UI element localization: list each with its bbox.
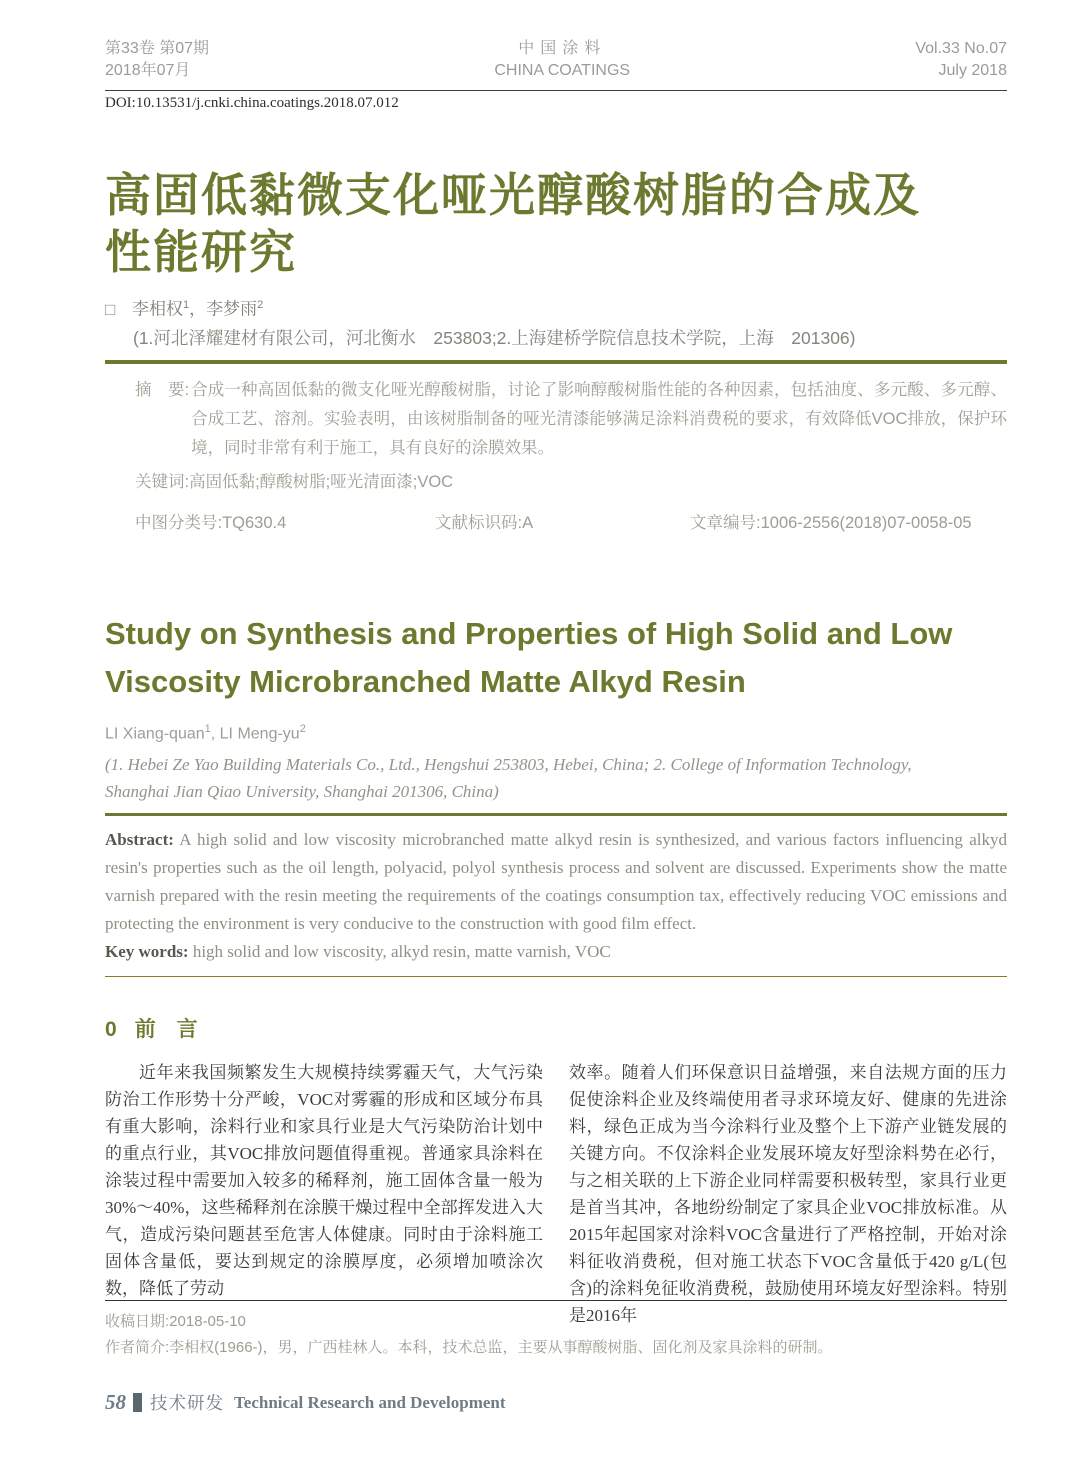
journal-issue-cn-line2: 2018年07月: [105, 62, 191, 79]
article-title-en-line1: Study on Synthesis and Properties of High Solid and Low: [105, 615, 953, 651]
footnote-block: [105, 1300, 1007, 1361]
journal-issue-cn-line1: 第33卷 第07期: [105, 40, 210, 57]
abstract-en-text: A high solid and low viscosity microbranched matte alkyd resin is synthesized, and various factors influencing alkyd resin's properties such as the oil length, polyacid, polyol synthesis process and solvent are discussed. Experiments show the matte varnish prepared with the resin meeting the requirements of the coatings consumption tax, effectively reducing VOC emissions and protecting the environment is very conducive to the construction with good film effect.: [105, 829, 1007, 933]
journal-name-cn: 中国涂料: [518, 40, 607, 57]
page-footer: [105, 1390, 506, 1415]
journal-volume-en: [915, 38, 1007, 82]
journal-name-en: CHINA COATINGS: [494, 62, 631, 79]
page-number: 58: [105, 1390, 126, 1414]
affiliation-en-line1: (1. Hebei Ze Yao Building Materials Co., Ltd., Hengshui 253803, Hebei, China; 2. College of Information Technology,: [105, 754, 912, 774]
article-title-cn-line1: 高固低黏微支化哑光醇酸树脂的合成及: [105, 169, 921, 221]
journal-name: [494, 38, 630, 82]
author-en-2: LI Meng-yu: [219, 724, 300, 742]
footer-bar-icon: [133, 1393, 142, 1412]
section-heading: [105, 1017, 1007, 1043]
author-cn-2-sup: 2: [257, 299, 264, 311]
author-cn-1-sup: 1: [183, 299, 190, 311]
abstract-en-label: Abstract:: [105, 829, 174, 849]
journal-issue-cn: [105, 38, 209, 82]
author-line-cn: [105, 293, 1007, 322]
classification-row: [135, 509, 1007, 538]
article-title-en-line2: Viscosity Microbranched Matte Alkyd Resin: [105, 663, 746, 699]
article-title-en: [105, 610, 1007, 706]
clc-label: 中图分类号:: [135, 513, 223, 532]
abstract-cn-text: 合成一种高固低黏的微支化哑光醇酸树脂，讨论了影响醇酸树脂性能的各种因素，包括油度、多元酸、多元醇、合成工艺、溶剂。实验表明，由该树脂制备的哑光清漆能够满足涂料消费税的要求，有效降低VOC排放，保护环境，同时非常有利于施工，具有良好的涂膜效果。: [191, 380, 1007, 457]
footnote-received-date: 收稿日期:2018-05-10: [105, 1313, 246, 1330]
body-column-left: 近年来我国频繁发生大规模持续雾霾天气，大气污染防治工作形势十分严峻，VOC对雾霾的形成和区域分布具有重大影响，涂料行业和家具行业是大气污染防治计划中的重点行业，其VOC排放问题值得重视。普通家具涂料在涂装过程中需要加入较多的稀释剂，施工固体含量一般为30%～40%，这些稀释剂在涂膜干燥过程中全部挥发进入大气，造成污染问题甚至危害人体健康。同时由于涂料施工固体含量低，要达到规定的涂膜厚度，必须增加喷涂次数，降低了劳动: [105, 1062, 543, 1298]
section-number: 0: [105, 1017, 117, 1041]
article-title-cn-line2: 性能研究: [105, 226, 297, 278]
document-code-value: A: [522, 513, 534, 532]
author-cn-2: 李梦雨: [206, 299, 258, 319]
author-en-separator: ,: [210, 724, 220, 742]
section-title: 前 言: [134, 1017, 198, 1041]
article-id-label: 文章编号:: [690, 513, 761, 532]
article-id-value: 1006-2556(2018)07-0058-05: [760, 513, 972, 532]
body-columns: [105, 1059, 1007, 1329]
journal-volume-line2: July 2018: [938, 62, 1007, 79]
author-en-1-sup: 1: [204, 722, 211, 735]
keywords-cn-text: 高固低黏;醇酸树脂;哑光清面漆;VOC: [189, 472, 454, 491]
keywords-en-label: Key words:: [105, 941, 189, 961]
abstract-cn-block: [105, 376, 1007, 538]
footer-label-en: Technical Research and Development: [234, 1392, 506, 1412]
author-cn-separator: ，: [189, 299, 207, 319]
footnote-author-bio: 作者简介:李相权(1966-)，男，广西桂林人。本科，技术总监，主要从事醇酸树脂、固化剂及家具涂料的研制。: [105, 1339, 833, 1356]
document-code: [435, 509, 690, 538]
divider-olive-thick: [105, 360, 1007, 364]
keywords-cn-row: [135, 468, 1007, 497]
keywords-en-text: high solid and low viscosity, alkyd resin, matte varnish, VOC: [188, 941, 611, 961]
divider-olive-medium: [105, 813, 1007, 816]
abstract-cn-label: 摘 要:: [135, 380, 190, 399]
doi-line: DOI:10.13531/j.cnki.china.coatings.2018.07.012: [105, 95, 399, 111]
abstract-en-paragraph: [105, 826, 1007, 938]
clc-value: TQ630.4: [222, 513, 287, 532]
author-cn-1: 李相权: [132, 299, 184, 319]
journal-header: [105, 38, 1007, 91]
divider-gold-thin: [105, 976, 1007, 977]
author-en-1: LI Xiang-quan: [105, 724, 205, 742]
footer-label-cn: 技术研发: [150, 1393, 224, 1413]
clc-number: [135, 509, 435, 538]
abstract-en-block: [105, 826, 1007, 966]
abstract-cn-row: [135, 376, 1007, 463]
affiliation-en-line2: Shanghai Jian Qiao University, Shanghai 201306, China): [105, 781, 499, 801]
keywords-cn-label: 关键词:: [135, 472, 190, 491]
article-title-cn: [105, 167, 1007, 281]
document-code-label: 文献标识码:: [435, 513, 523, 532]
affiliation-en: [105, 751, 1007, 805]
author-marker-square: □: [105, 299, 116, 319]
affiliation-cn: (1.河北泽耀建材有限公司，河北衡水 253803;2.上海建桥学院信息技术学院，上海 201306): [133, 327, 856, 348]
keywords-en-row: [105, 938, 1007, 966]
body-column-right: 效率。随着人们环保意识日益增强，来自法规方面的压力促使涂料企业及终端使用者寻求环境友好、健康的先进涂料，绿色正成为当今涂料行业及整个上下游产业链发展的关键方向。不仅涂料企业发展环境友好型涂料势在必行，与之相关联的上下游企业同样需要积极转型，家具行业更是首当其冲，各地纷纷制定了家具企业VOC排放标准。从2015年起国家对涂料VOC含量进行了严格控制，开始对涂料征收消费税，但对施工状态下VOC含量低于420 g/L(包含)的涂料免征收消费税，鼓励使用环境友好型涂料。特别是2016年: [569, 1062, 1007, 1325]
author-en-2-sup: 2: [299, 722, 306, 735]
author-line-en: [105, 718, 1007, 745]
journal-volume-line1: Vol.33 No.07: [915, 40, 1007, 57]
article-id: [690, 509, 1007, 538]
